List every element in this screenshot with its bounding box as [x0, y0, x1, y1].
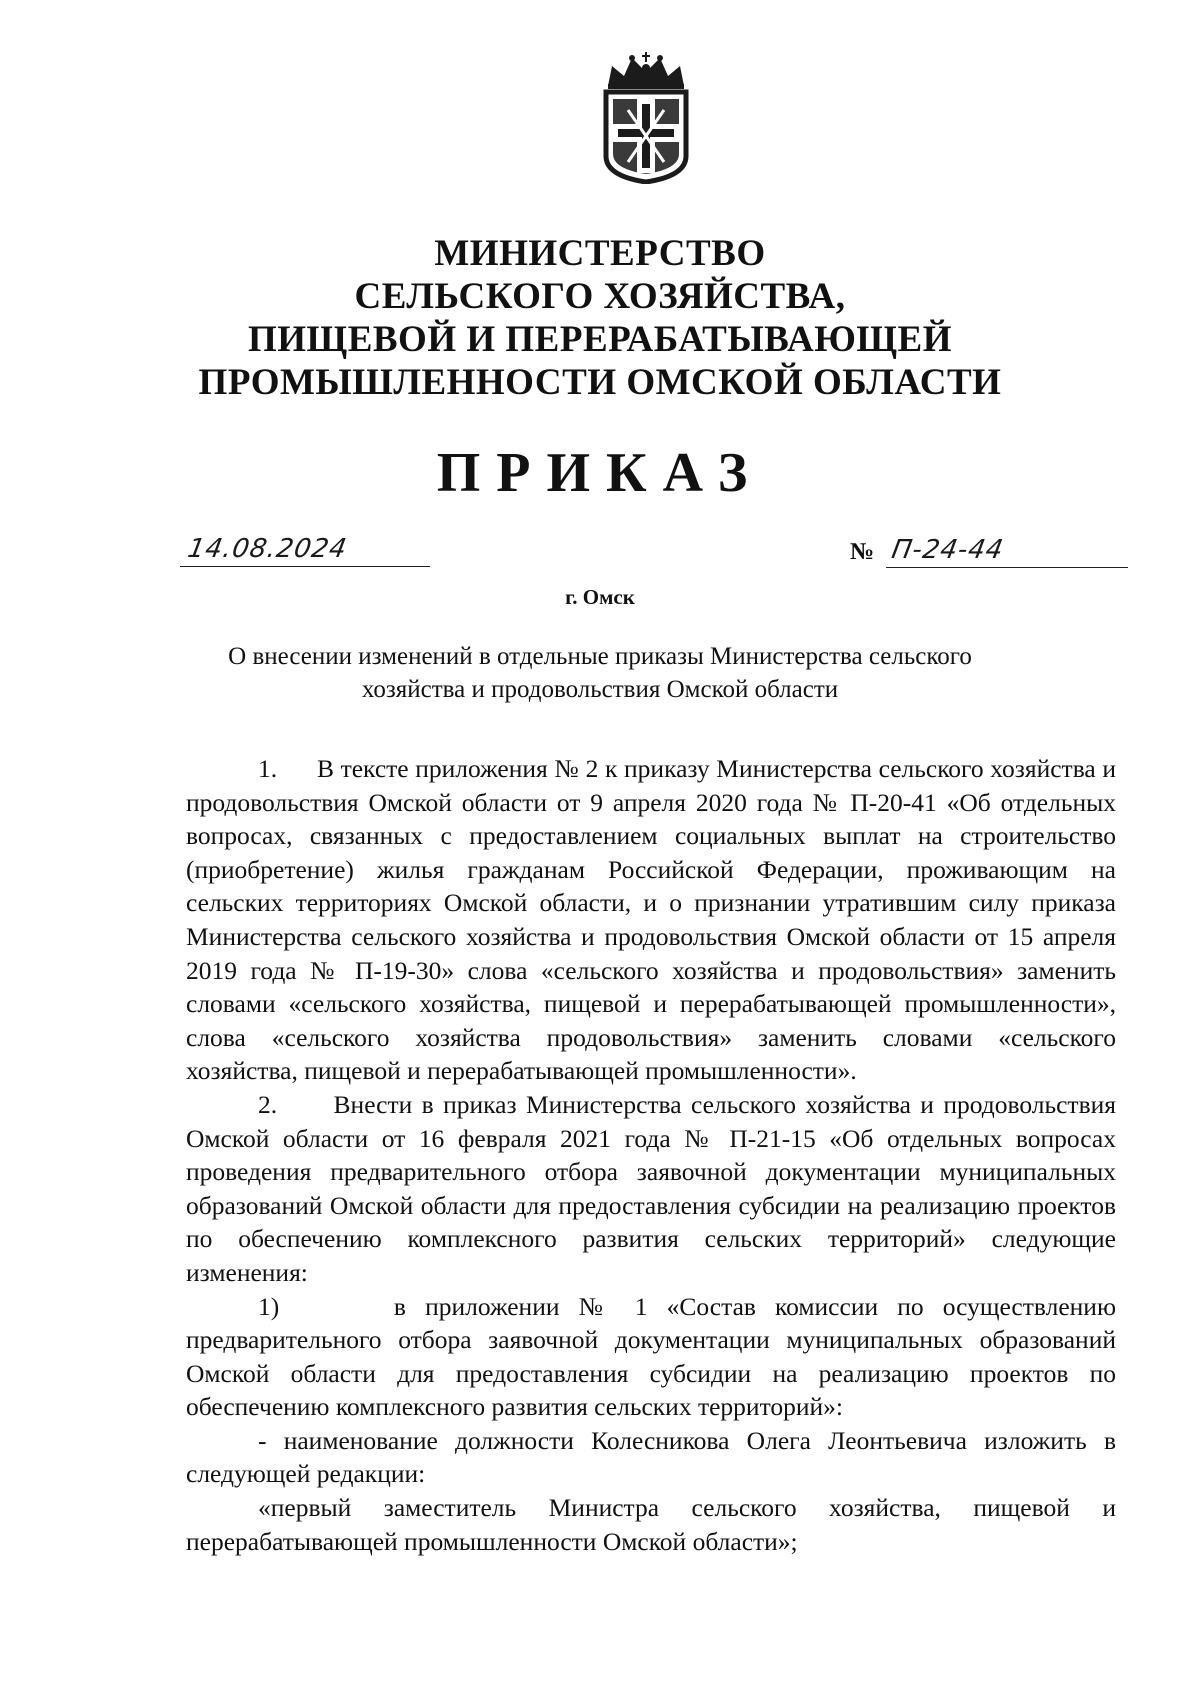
paragraph-1: 1. В тексте приложения № 2 к приказу Министерства сельского хозяйства и продовольствия Омской области от 9 апреля 2020 года № П-20-41 «Об отдельных вопросах, связанных с предоставлением социальных выплат на строительство (приобретение) жилья гражданам Российской Федерации, проживающим на сельских территориях Омской области, и о признании утратившим силу приказа Министерства сельского хозяйства и продовольствия Омской области от 15 апреля 2019 года № П-19-30» слова «сельского хозяйства и продовольствия» заменить словами «сельского хозяйства, пищевой и перерабатывающей промышленности», слова «сельского хозяйства продовольствия» заменить словами «сельского хозяйства, пищевой и перерабатывающей промышленности».: [186, 754, 1123, 1086]
order-number-value: П-24-44: [889, 535, 1007, 565]
paragraph-5: «первый заместитель Министра сельского хозяйства, пищевой и перерабатывающей промышленности Омской области»;: [186, 1493, 1123, 1556]
ministry-line-3: ПИЩЕВОЙ И ПЕРЕРАБАТЫВАЮЩЕЙ: [248, 319, 952, 360]
order-subject: О внесении изменений в отдельные приказы Министерства сельского хозяйства и продовольствия Омской области: [228, 643, 972, 703]
ministry-name: [150, 232, 1050, 404]
ministry-line-4: ПРОМЫШЛЕННОСТИ ОМСКОЙ ОБЛАСТИ: [198, 362, 1002, 403]
date-field: [180, 532, 430, 567]
date-value: 14.08.2024: [185, 534, 350, 564]
document-type-title: ПРИКАЗ: [436, 442, 764, 504]
number-sign: №: [850, 539, 875, 565]
paragraph-2: 2. Внести в приказ Министерства сельского хозяйства и продовольствия Омской области от 16 февраля 2021 года № П-21-15 «Об отдельных вопросах проведения предварительного отбора заявочной документации муниципальных образований Омской области для предоставления субсидии на реализацию проектов по обеспечению комплексного развития сельских территорий» следующие изменения:: [186, 1089, 1123, 1287]
paragraph-4: - наименование должности Колесникова Олега Леонтьевича изложить в следующей редакции:: [186, 1425, 1123, 1489]
coat-of-arms-icon: [598, 52, 694, 184]
paragraph-3: 1) в приложении № 1 «Состав комиссии по осуществлению предварительного отбора заявочной документации муниципальных образований Омской области для предоставления субсидии на реализацию проектов по обеспечению комплексного развития сельских территорий»:: [186, 1291, 1123, 1422]
number-underline: [886, 533, 1128, 568]
ministry-line-1: МИНИСТЕРСТВО: [434, 233, 766, 274]
ministry-line-2: СЕЛЬСКОГО ХОЗЯЙСТВА,: [354, 276, 846, 317]
order-body: [186, 752, 1123, 1558]
city: г. Омск: [565, 585, 635, 609]
